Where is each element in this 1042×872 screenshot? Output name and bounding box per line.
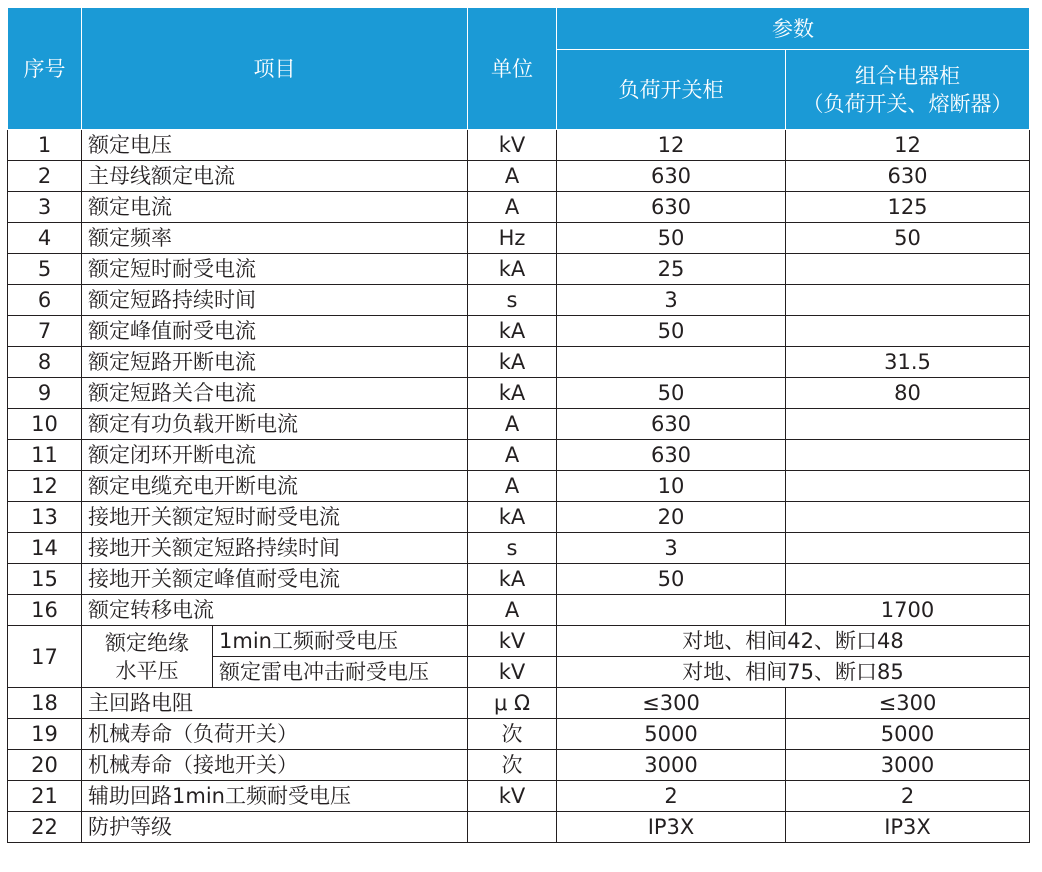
cell-item: 防护等级: [82, 812, 468, 843]
cell-item: 机械寿命（负荷开关）: [82, 719, 468, 750]
cell-load-switch: [557, 347, 786, 378]
cell-item: 主母线额定电流: [82, 161, 468, 192]
cell-unit: kA: [468, 564, 557, 595]
cell-combo: [786, 409, 1030, 440]
table-row: [8, 285, 1030, 316]
cell-unit: A: [468, 409, 557, 440]
cell-item: 额定频率: [82, 223, 468, 254]
cell-no: 5: [8, 254, 82, 285]
cell-no: 16: [8, 595, 82, 626]
cell-no: 2: [8, 161, 82, 192]
header-unit: 单位: [468, 8, 557, 130]
cell-no: 14: [8, 533, 82, 564]
cell-insulation-value: 对地、相间75、断口85: [557, 657, 1030, 688]
table-row: [8, 254, 1030, 285]
header-params: 参数: [557, 8, 1030, 50]
cell-unit: s: [468, 533, 557, 564]
cell-load-switch: 5000: [557, 719, 786, 750]
cell-unit: 次: [468, 719, 557, 750]
cell-no: 8: [8, 347, 82, 378]
cell-combo: [786, 316, 1030, 347]
cell-load-switch: 50: [557, 316, 786, 347]
cell-item: 额定有功负载开断电流: [82, 409, 468, 440]
cell-combo: 31.5: [786, 347, 1030, 378]
cell-no: 18: [8, 688, 82, 719]
table-row: [8, 595, 1030, 626]
cell-unit: 次: [468, 750, 557, 781]
cell-no: 6: [8, 285, 82, 316]
cell-unit: A: [468, 192, 557, 223]
header-item: 项目: [82, 8, 468, 130]
cell-load-switch: 630: [557, 440, 786, 471]
cell-item: 额定闭环开断电流: [82, 440, 468, 471]
cell-load-switch: 50: [557, 564, 786, 595]
cell-no: 13: [8, 502, 82, 533]
cell-combo: 50: [786, 223, 1030, 254]
cell-load-switch: 50: [557, 378, 786, 409]
cell-no: 20: [8, 750, 82, 781]
cell-load-switch: 50: [557, 223, 786, 254]
cell-load-switch: 25: [557, 254, 786, 285]
cell-combo: [786, 471, 1030, 502]
cell-no: 17: [8, 626, 82, 688]
table-row: [8, 378, 1030, 409]
cell-combo: 125: [786, 192, 1030, 223]
cell-combo: [786, 502, 1030, 533]
cell-item: 额定短路开断电流: [82, 347, 468, 378]
table-row: [8, 688, 1030, 719]
cell-insulation-value: 对地、相间42、断口48: [557, 626, 1030, 657]
cell-item: 额定峰值耐受电流: [82, 316, 468, 347]
cell-unit: kV: [468, 781, 557, 812]
cell-unit: kV: [468, 130, 557, 161]
cell-no: 10: [8, 409, 82, 440]
cell-load-switch: 630: [557, 161, 786, 192]
cell-combo: 5000: [786, 719, 1030, 750]
cell-combo: 12: [786, 130, 1030, 161]
cell-insulation-sub: 1min工频耐受电压: [213, 626, 468, 657]
spec-table: [7, 7, 1030, 843]
cell-no: 3: [8, 192, 82, 223]
cell-combo: [786, 533, 1030, 564]
table-row: [8, 719, 1030, 750]
header-seq: 序号: [8, 8, 82, 130]
cell-item: 额定电流: [82, 192, 468, 223]
header-load-switch: 负荷开关柜: [557, 50, 786, 130]
cell-combo: ≤300: [786, 688, 1030, 719]
cell-load-switch: [557, 595, 786, 626]
cell-no: 9: [8, 378, 82, 409]
cell-unit: A: [468, 440, 557, 471]
cell-item: 接地开关额定峰值耐受电流: [82, 564, 468, 595]
cell-unit: kA: [468, 254, 557, 285]
cell-load-switch: 12: [557, 130, 786, 161]
header-combo-line1: 组合电器柜: [855, 63, 960, 88]
cell-combo: [786, 254, 1030, 285]
table-row: [8, 750, 1030, 781]
cell-unit: Hz: [468, 223, 557, 254]
table-row-insulation: [8, 626, 1030, 657]
cell-item: 额定转移电流: [82, 595, 468, 626]
cell-combo: IP3X: [786, 812, 1030, 843]
cell-load-switch: 630: [557, 192, 786, 223]
table-row: [8, 347, 1030, 378]
table-row: [8, 223, 1030, 254]
table-row: [8, 812, 1030, 843]
table-row: [8, 502, 1030, 533]
cell-no: 21: [8, 781, 82, 812]
cell-insulation-sub: 额定雷电冲击耐受电压: [213, 657, 468, 688]
cell-load-switch: IP3X: [557, 812, 786, 843]
table-row: [8, 130, 1030, 161]
table-row: [8, 533, 1030, 564]
cell-item: 额定短路持续时间: [82, 285, 468, 316]
cell-unit: A: [468, 161, 557, 192]
cell-combo: 630: [786, 161, 1030, 192]
cell-no: 4: [8, 223, 82, 254]
cell-unit: s: [468, 285, 557, 316]
cell-insulation-label: [82, 626, 213, 688]
cell-no: 19: [8, 719, 82, 750]
table-row: [8, 781, 1030, 812]
table-row: [8, 192, 1030, 223]
cell-no: 12: [8, 471, 82, 502]
cell-no: 1: [8, 130, 82, 161]
cell-load-switch: 2: [557, 781, 786, 812]
header-combo-line2: （负荷开关、熔断器）: [802, 91, 1013, 116]
cell-unit: kV: [468, 626, 557, 657]
cell-unit: A: [468, 595, 557, 626]
cell-combo: 1700: [786, 595, 1030, 626]
insulation-label-line1: 额定绝缘: [105, 630, 189, 655]
cell-unit: [468, 812, 557, 843]
cell-load-switch: 3000: [557, 750, 786, 781]
cell-load-switch: 10: [557, 471, 786, 502]
cell-load-switch: 3: [557, 533, 786, 564]
cell-combo: 80: [786, 378, 1030, 409]
cell-item: 接地开关额定短时耐受电流: [82, 502, 468, 533]
cell-combo: 3000: [786, 750, 1030, 781]
cell-item: 额定电压: [82, 130, 468, 161]
header-combo: [786, 50, 1030, 130]
cell-item: 额定电缆充电开断电流: [82, 471, 468, 502]
cell-no: 15: [8, 564, 82, 595]
cell-load-switch: 20: [557, 502, 786, 533]
insulation-label-line2: 水平压: [115, 658, 179, 683]
cell-unit: kA: [468, 378, 557, 409]
cell-unit: kV: [468, 657, 557, 688]
table-row: [8, 409, 1030, 440]
cell-item: 辅助回路1min工频耐受电压: [82, 781, 468, 812]
cell-item: 主回路电阻: [82, 688, 468, 719]
table-row: [8, 564, 1030, 595]
cell-unit: kA: [468, 316, 557, 347]
cell-no: 22: [8, 812, 82, 843]
cell-item: 机械寿命（接地开关）: [82, 750, 468, 781]
cell-unit: A: [468, 471, 557, 502]
cell-item: 接地开关额定短路持续时间: [82, 533, 468, 564]
table-row: [8, 440, 1030, 471]
cell-load-switch: ≤300: [557, 688, 786, 719]
cell-unit: kA: [468, 502, 557, 533]
cell-item: 额定短时耐受电流: [82, 254, 468, 285]
cell-combo: [786, 564, 1030, 595]
table-row: [8, 316, 1030, 347]
table-row: [8, 471, 1030, 502]
cell-combo: [786, 285, 1030, 316]
cell-load-switch: 3: [557, 285, 786, 316]
cell-combo: [786, 440, 1030, 471]
cell-unit: kA: [468, 347, 557, 378]
cell-no: 7: [8, 316, 82, 347]
cell-item: 额定短路关合电流: [82, 378, 468, 409]
cell-no: 11: [8, 440, 82, 471]
table-row: [8, 161, 1030, 192]
cell-unit: μ Ω: [468, 688, 557, 719]
cell-load-switch: 630: [557, 409, 786, 440]
cell-combo: 2: [786, 781, 1030, 812]
